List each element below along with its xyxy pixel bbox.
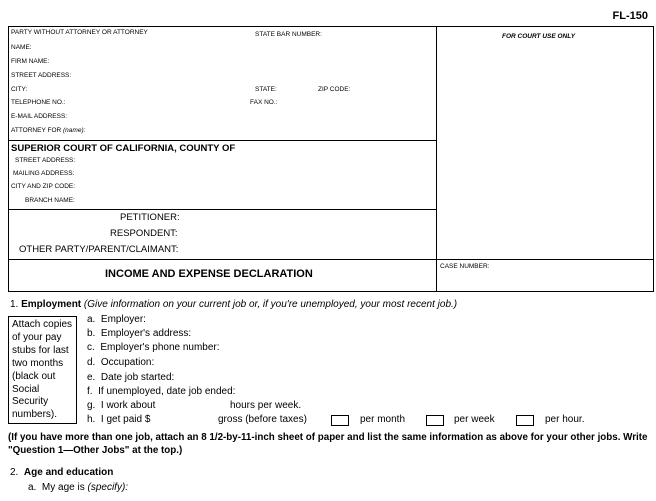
item-employer-address — [87, 328, 191, 339]
state-label: STATE: — [255, 86, 277, 93]
item-letter: c. — [87, 342, 95, 353]
court-branch-label: BRANCH NAME: — [25, 197, 75, 204]
firm-name-label: FIRM NAME: — [11, 58, 50, 65]
item-letter: f. — [87, 386, 93, 397]
item-letter: g. — [87, 400, 96, 411]
street-address-label: STREET ADDRESS: — [11, 72, 72, 79]
item-letter: d. — [87, 357, 96, 368]
per-week-label: per week — [454, 414, 495, 425]
item-label: Employer: — [100, 314, 146, 325]
item-letter: a. — [87, 314, 96, 325]
item-label: My age is — [41, 482, 85, 493]
per-hour-label: per hour. — [545, 414, 585, 425]
item-employer — [87, 314, 146, 325]
court-street-label: STREET ADDRESS: — [15, 157, 76, 164]
item-date-ended — [87, 386, 235, 397]
party-label: PARTY WITHOUT ATTORNEY OR ATTORNEY — [11, 29, 148, 36]
zip-code-label: ZIP CODE: — [318, 86, 351, 93]
per-hour-checkbox[interactable] — [516, 415, 534, 426]
item-letter: h. — [87, 414, 96, 425]
attach-pay-stubs-note: Attach copies of your pay stubs for last two months (black out Social Security numbers). — [8, 316, 77, 424]
item-pay — [87, 414, 150, 425]
item-label: Date job started: — [100, 372, 175, 383]
attorney-for-name-hint: (name): — [63, 127, 86, 134]
gross-label: gross (before taxes) — [218, 414, 307, 425]
email-label: E-MAIL ADDRESS: — [11, 113, 68, 120]
item-letter: a. — [28, 482, 37, 493]
case-number-label: CASE NUMBER: — [440, 263, 490, 270]
court-title: SUPERIOR COURT OF CALIFORNIA, COUNTY OF — [11, 143, 236, 154]
item-occupation — [87, 357, 154, 368]
item-hours — [87, 400, 155, 411]
court-mailing-label: MAILING ADDRESS: — [13, 170, 75, 177]
document-title: INCOME AND EXPENSE DECLARATION — [105, 268, 313, 280]
caption-divider — [436, 26, 437, 292]
fax-label: FAX NO.: — [250, 99, 278, 106]
item-label: Employer's phone number: — [100, 342, 220, 353]
city-label: CITY: — [11, 86, 28, 93]
section1-title: Employment — [21, 299, 82, 310]
section1-number: 1. — [10, 299, 19, 310]
court-city-zip-label: CITY AND ZIP CODE: — [11, 183, 76, 190]
item-label: I get paid $ — [100, 414, 151, 425]
item-letter: e. — [87, 372, 96, 383]
court-use-label: FOR COURT USE ONLY — [502, 33, 576, 40]
telephone-label: TELEPHONE NO.: — [11, 99, 66, 106]
form-number: FL-150 — [612, 10, 648, 22]
section1-instruction: (Give information on your current job or, if you're unemployed, your most recent job.) — [83, 299, 458, 310]
court-section-divider — [8, 140, 436, 141]
section2-heading — [10, 467, 113, 478]
respondent-label: RESPONDENT: — [110, 228, 178, 239]
item-label: Employer's address: — [100, 328, 192, 339]
section1-heading — [10, 299, 457, 310]
per-month-checkbox[interactable] — [331, 415, 349, 426]
item-date-started — [87, 372, 174, 383]
branch-section-divider — [8, 209, 436, 210]
name-label: NAME: — [11, 44, 32, 51]
item-letter: b. — [87, 328, 96, 339]
hours-per-week-label: hours per week. — [230, 400, 302, 411]
item-specify-hint: (specify): — [87, 482, 129, 493]
item-label: I work about — [100, 400, 156, 411]
item-employer-phone — [87, 342, 220, 353]
section2-number: 2. — [10, 467, 19, 478]
other-party-label: OTHER PARTY/PARENT/CLAIMANT: — [19, 244, 179, 255]
section2-title: Age and education — [23, 467, 114, 478]
per-month-label: per month — [360, 414, 406, 425]
item-age — [28, 482, 128, 493]
petitioner-label: PETITIONER: — [120, 212, 180, 223]
item-label: Occupation: — [100, 357, 155, 368]
state-bar-label: STATE BAR NUMBER: — [255, 31, 322, 38]
title-section-divider — [8, 259, 654, 260]
item-label: If unemployed, date job ended: — [98, 386, 236, 397]
multiple-jobs-note: (If you have more than one job, attach an 8 1/2-by-11-inch sheet of paper and list the same information as above for your other jobs. Write "Question 1—Other Jobs" at the top.) — [8, 432, 648, 456]
per-week-checkbox[interactable] — [426, 415, 444, 426]
attorney-for-label — [11, 127, 85, 134]
attorney-for-text: ATTORNEY FOR — [11, 127, 62, 134]
